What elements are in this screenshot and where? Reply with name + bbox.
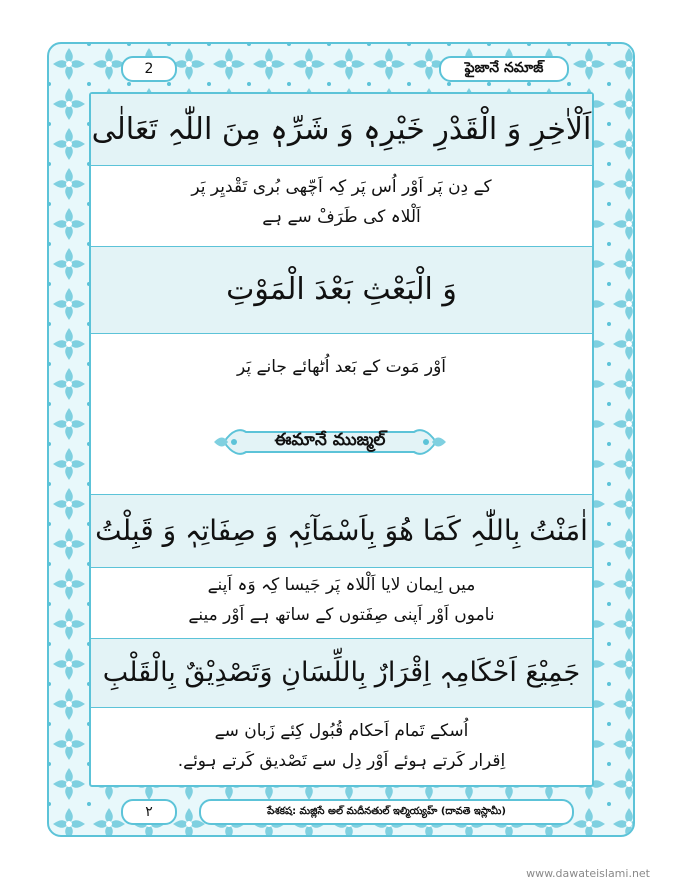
page-number-bottom <box>121 799 177 825</box>
translation-4-line-2: اِقرار کَرتے ہوئے اَوْر دِل سے تَصْدیق کَرتے ہوئے. <box>177 751 506 771</box>
translation-1-line-2: اَلْلاہ کی طَرَفْ سے ہے <box>262 207 421 227</box>
header-title: ఫైజానే నమాజ్ <box>464 59 544 76</box>
header-title-pill <box>439 56 569 82</box>
publisher-credit: పేశకష: మజ్లిసే అల్ మదీనతుల్ ఇల్మియ్యహ్ (దావతె ఇస్లామీ) <box>267 806 506 817</box>
arabic-text-4: جَمِیْعَ اَحْکَامِہٖ اِقْرَارٌ بِاللِّسَانِ وَتَصْدِیْقٌ بِالْقَلْبِ <box>102 656 581 688</box>
arabic-verse-1 <box>91 94 592 166</box>
translation-1 <box>91 166 592 246</box>
arabic-verse-3 <box>91 494 592 568</box>
arabic-text-3: اٰمَنْتُ بِاللّٰہِ کَمَا ھُوَ بِاَسْمَآئِہٖ وَ صِفَاتِہٖ وَ قَبِلْتُ <box>95 514 588 548</box>
arabic-verse-4 <box>91 638 592 708</box>
arabic-text-1: اَلْاٰخِرِ وَ الْقَدْرِ خَیْرِہٖ وَ شَرِّہٖ مِنَ اللّٰہِ تَعَالٰی <box>91 111 592 147</box>
page-number-top <box>121 56 177 82</box>
translation-3-line-2: ناموں اَوْر اَپنی صِفَتوں کے ساتھ ہے اَوْر مینے <box>188 605 495 625</box>
page-number-top-label: 2 <box>144 61 154 77</box>
translation-3 <box>91 568 592 638</box>
section-heading-label: ఈమానే ముజ్మల్ <box>274 430 386 450</box>
translation-3-line-1: میں اِیمان لایا اَلْلاہ پَر جَیسا کِہ وَہ اَپنے <box>207 575 476 595</box>
site-url-footer <box>0 862 688 881</box>
arabic-text-2: وَ الْبَعْثِ بَعْدَ الْمَوْتِ <box>226 272 457 307</box>
translation-4-line-1: اُسکے تَمام اَحکام قُبُول کِئے زَبان سے <box>214 721 469 741</box>
publisher-pill <box>199 799 574 825</box>
translation-2-line-1: اَوْر مَوت کے بَعد اُٹھائے جانے پَر <box>236 357 447 377</box>
arabic-verse-2 <box>91 246 592 334</box>
translation-2 <box>91 334 592 394</box>
translation-1-line-1: کے دِن پَر اَوْر اُس پَر کِہ اَچّھی بُری تَقْدیِر پَر <box>191 177 492 197</box>
section-heading <box>210 422 450 462</box>
page-number-bottom-label: ۲ <box>145 804 153 820</box>
translation-4 <box>91 708 592 785</box>
site-url[interactable]: www.dawateislami.net <box>526 867 650 880</box>
